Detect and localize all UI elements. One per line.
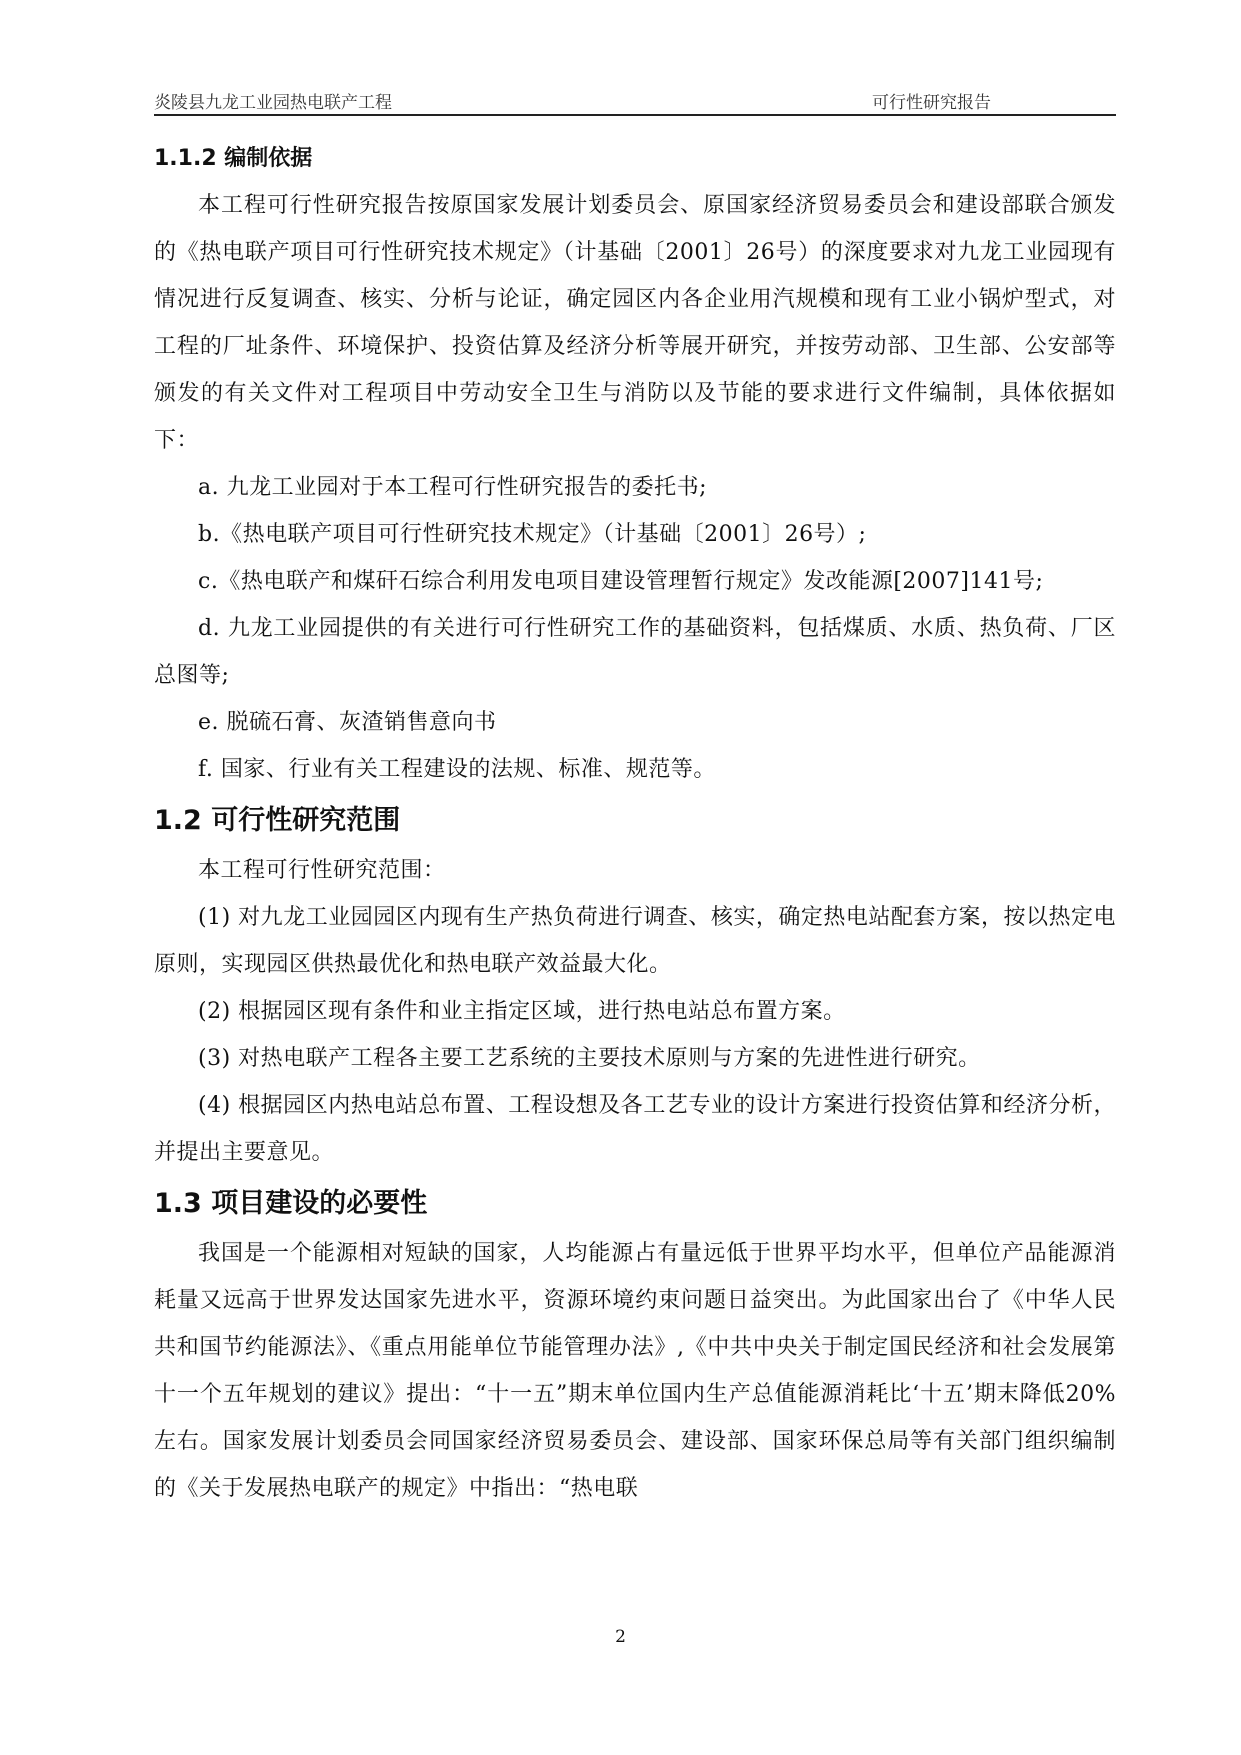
running-header [154, 84, 1116, 116]
header-report-type: 可行性研究报告 [872, 93, 991, 113]
page-content [154, 136, 1116, 1512]
subsection-title-1-1-2: 1.1.2 编制依据 [154, 146, 313, 171]
basis-item-c: c.《热电联产和煤矸石综合利用发电项目建设管理暂行规定》发改能源[2007]141号; [198, 569, 1044, 594]
header-project-title: 炎陵县九龙工业园热电联产工程 [154, 93, 392, 113]
scope-item-2: (2) 根据园区现有条件和业主指定区域，进行热电站总布置方案。 [198, 999, 846, 1024]
section-title-1-2: 1.2 可行性研究范围 [154, 805, 401, 836]
basis-item-e: e. 脱硫石膏、灰渣销售意向书 [198, 710, 497, 735]
section-title-1-3: 1.3 项目建设的必要性 [154, 1188, 428, 1219]
basis-item-d: d. 九龙工业园提供的有关进行可行性研究工作的基础资料，包括煤质、水质、热负荷、厂区总图等; [154, 616, 1116, 688]
basis-item-f: f. 国家、行业有关工程建设的法规、标准、规范等。 [198, 757, 716, 782]
scope-item-4: (4) 根据园区内热电站总布置、工程设想及各工艺专业的设计方案进行投资估算和经济分析，并提出主要意见。 [154, 1093, 1116, 1165]
page-number: 2 [615, 1627, 626, 1647]
basis-intro-paragraph: 本工程可行性研究报告按原国家发展计划委员会、原国家经济贸易委员会和建设部联合颁发的《热电联产项目可行性研究技术规定》（计基础〔2001〕26号）的深度要求对九龙工业园现有情况进行反复调查、核实、分析与论证，确定园区内各企业用汽规模和现有工业小锅炉型式，对工程的厂址条件、环境保护、投资估算及经济分析等展开研究，并按劳动部、卫生部、公安部等颁发的有关文件对工程项目中劳动安全卫生与消防以及节能的要求进行文件编制，具体依据如下： [154, 193, 1116, 453]
scope-item-3: (3) 对热电联产工程各主要工艺系统的主要技术原则与方案的先进性进行研究。 [198, 1046, 981, 1071]
basis-item-b: b.《热电联产项目可行性研究技术规定》（计基础〔2001〕26号）; [198, 522, 867, 547]
scope-item-1: (1) 对九龙工业园园区内现有生产热负荷进行调查、核实，确定热电站配套方案，按以热定电原则，实现园区供热最优化和热电联产效益最大化。 [154, 905, 1116, 977]
necessity-paragraph: 我国是一个能源相对短缺的国家，人均能源占有量远低于世界平均水平，但单位产品能源消耗量又远高于世界发达国家先进水平，资源环境约束问题日益突出。为此国家出台了《中华人民共和国节约能源法》、《重点用能单位节能管理办法》,《中共中央关于制定国民经济和社会发展第十一个五年规划的建议》提出：“十一五”期末单位国内生产总值能源消耗比‘十五’期末降低20%左右。国家发展计划委员会同国家经济贸易委员会、建设部、国家环保总局等有关部门组织编制的《关于发展热电联产的规定》中指出：“热电联 [154, 1241, 1116, 1501]
basis-item-a: a. 九龙工业园对于本工程可行性研究报告的委托书; [198, 475, 708, 500]
scope-intro-paragraph: 本工程可行性研究范围： [198, 858, 446, 883]
